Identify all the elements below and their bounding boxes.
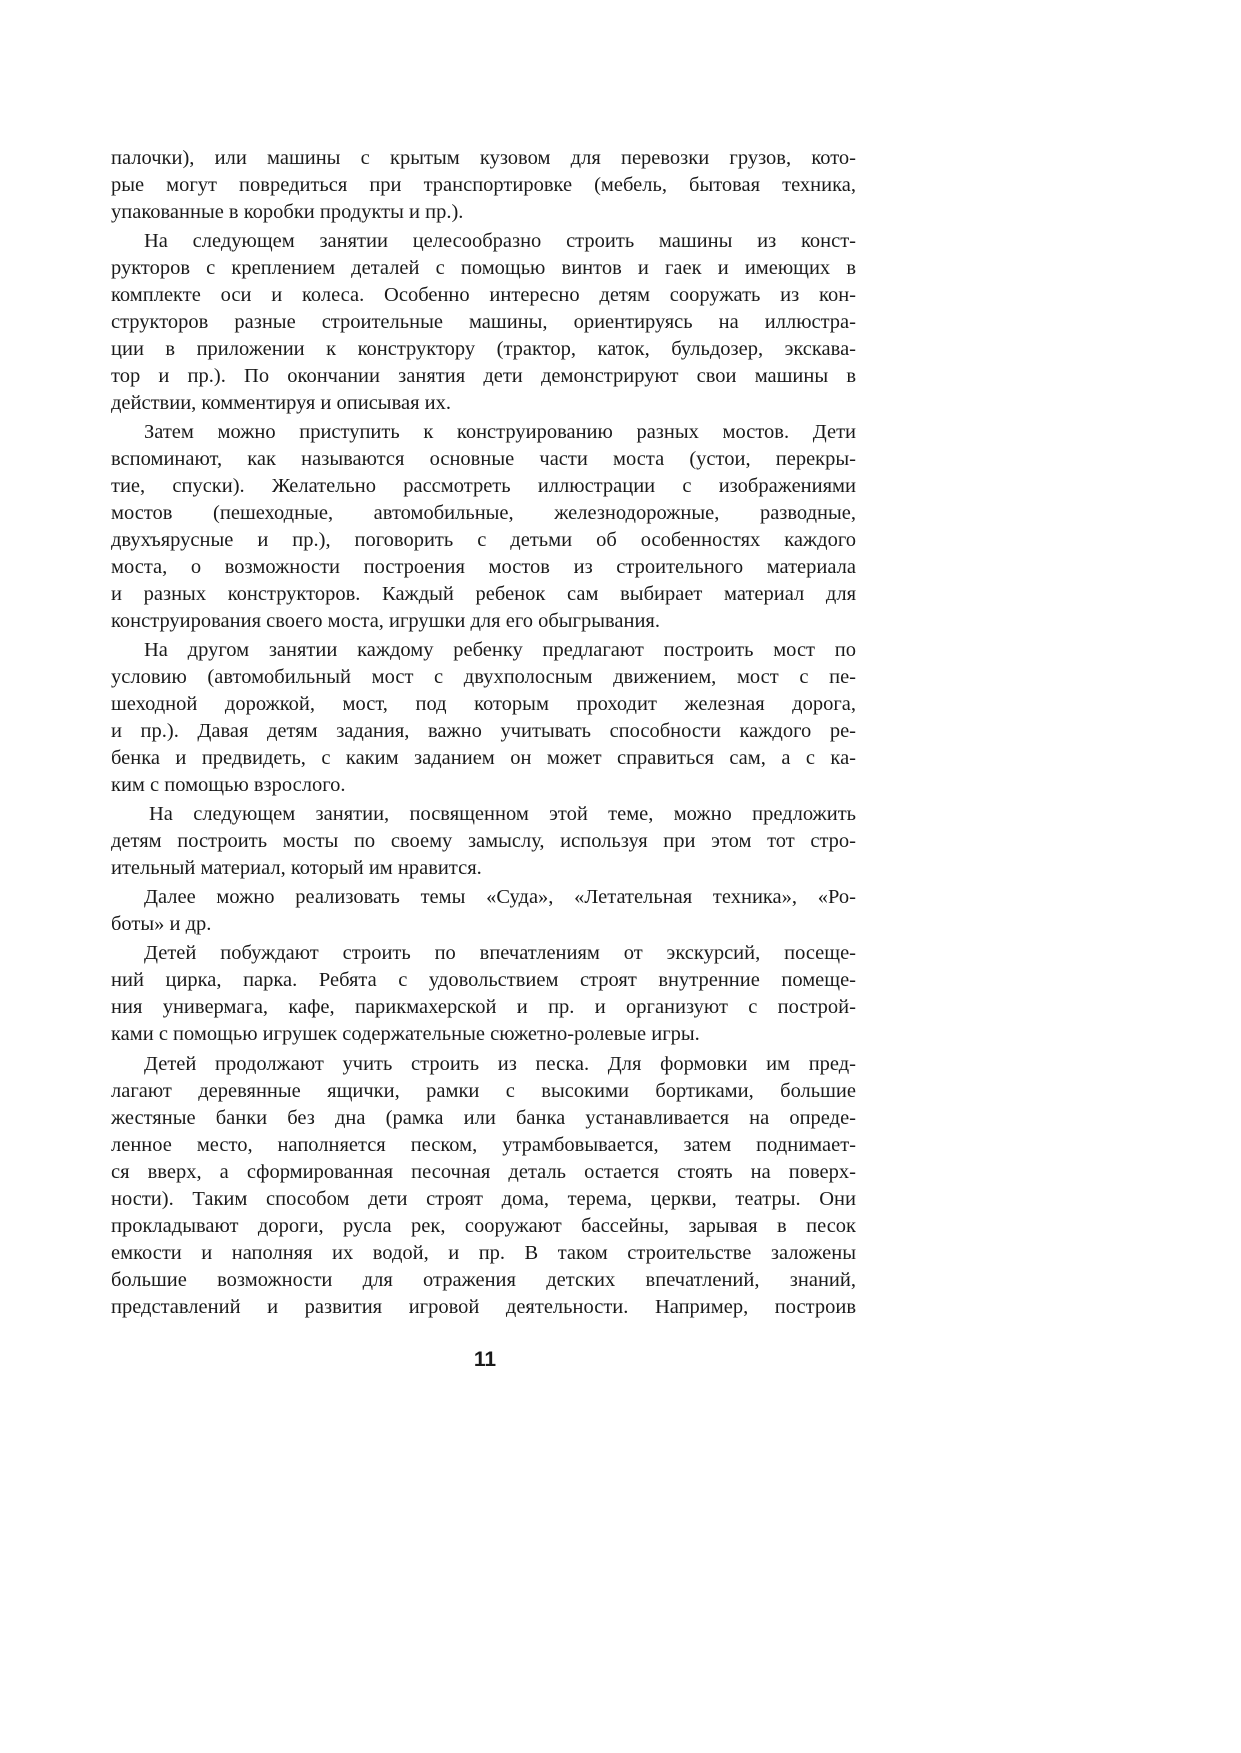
text-line: Детей продолжают учить строить из песка. Для формовки им пред- [144, 1053, 856, 1075]
text-line: двухъярусные и пр.), поговорить с детьми об особенностях каждого [111, 529, 856, 551]
text-line: жестяные банки без дна (рамка или банка устанавливается на опреде- [111, 1107, 856, 1129]
text-line: ительный материал, который им нравится. [111, 857, 482, 879]
page-number: 11 [473, 1348, 497, 1371]
text-line: мостов (пешеходные, автомобильные, железнодорожные, разводные, [111, 502, 856, 524]
text-line: и пр.). Давая детям задания, важно учитывать способности каждого ре- [111, 720, 856, 742]
text-line: ся вверх, а сформированная песочная деталь остается стоять на поверх- [111, 1161, 856, 1183]
text-line: рые могут повредиться при транспортировке (мебель, бытовая техника, [111, 174, 856, 196]
text-line: Детей побуждают строить по впечатлениям от экскурсий, посеще- [144, 942, 856, 964]
text-line: лагают деревянные ящички, рамки с высокими бортиками, большие [111, 1080, 856, 1102]
text-line: детям построить мосты по своему замыслу, используя при этом тот стро- [111, 830, 856, 852]
text-line: условию (автомобильный мост с двухполосным движением, мост с пе- [111, 666, 856, 688]
text-line: ний цирка, парка. Ребята с удовольствием строят внутренние помеще- [111, 969, 856, 991]
text-line: прокладывают дороги, русла рек, сооружают бассейны, зарывая в песок [111, 1215, 856, 1237]
text-line: ности). Таким способом дети строят дома, терема, церкви, театры. Они [111, 1188, 856, 1210]
text-line: структоров разные строительные машины, ориентируясь на иллюстра- [111, 311, 856, 333]
text-line: и разных конструкторов. Каждый ребенок сам выбирает материал для [111, 583, 856, 605]
text-line: боты» и др. [111, 913, 212, 935]
text-line: вспоминают, как называются основные части моста (устои, перекры- [111, 448, 856, 470]
text-line: емкости и наполняя их водой, и пр. В таком строительстве заложены [111, 1242, 856, 1264]
text-line: На следующем занятии, посвященном этой теме, можно предложить [149, 803, 856, 825]
text-line: ции в приложении к конструктору (трактор, каток, бульдозер, экскава- [111, 338, 856, 360]
text-line: ния универмага, кафе, парикмахерской и пр. и организуют с построй- [111, 996, 856, 1018]
text-line: моста, о возможности построения мостов из строительного материала [111, 556, 856, 578]
text-line: тие, спуски). Желательно рассмотреть иллюстрации с изображениями [111, 475, 856, 497]
text-line: большие возможности для отражения детских впечатлений, знаний, [111, 1269, 856, 1291]
text-line: конструирования своего моста, игрушки для его обыгрывания. [111, 610, 660, 632]
text-line: тор и пр.). По окончании занятия дети демонстрируют свои машины в [111, 365, 856, 387]
text-line: бенка и предвидеть, с каким заданием он может справиться сам, а с ка- [111, 747, 856, 769]
text-line: упакованные в коробки продукты и пр.). [111, 201, 464, 223]
text-line: Далее можно реализовать темы «Суда», «Летательная техника», «Ро- [144, 886, 856, 908]
text-line: На другом занятии каждому ребенку предлагают построить мост по [144, 639, 856, 661]
text-line: палочки), или машины с крытым кузовом для перевозки грузов, кото- [111, 147, 856, 169]
text-line: действии, комментируя и описывая их. [111, 392, 451, 414]
text-line: рукторов с креплением деталей с помощью винтов и гаек и имеющих в [111, 257, 856, 279]
text-line: шеходной дорожкой, мост, под которым проходит железная дорога, [111, 693, 856, 715]
text-line: ленное место, наполняется песком, утрамбовывается, затем поднимает- [111, 1134, 856, 1156]
text-line: комплекте оси и колеса. Особенно интересно детям сооружать из кон- [111, 284, 856, 306]
text-line: Затем можно приступить к конструированию разных мостов. Дети [144, 421, 856, 443]
text-line: На следующем занятии целесообразно строить машины из конст- [144, 230, 856, 252]
text-line: представлений и развития игровой деятельности. Например, построив [111, 1296, 856, 1318]
text-line: ками с помощью игрушек содержательные сюжетно-ролевые игры. [111, 1023, 700, 1045]
text-line: ким с помощью взрослого. [111, 774, 346, 796]
